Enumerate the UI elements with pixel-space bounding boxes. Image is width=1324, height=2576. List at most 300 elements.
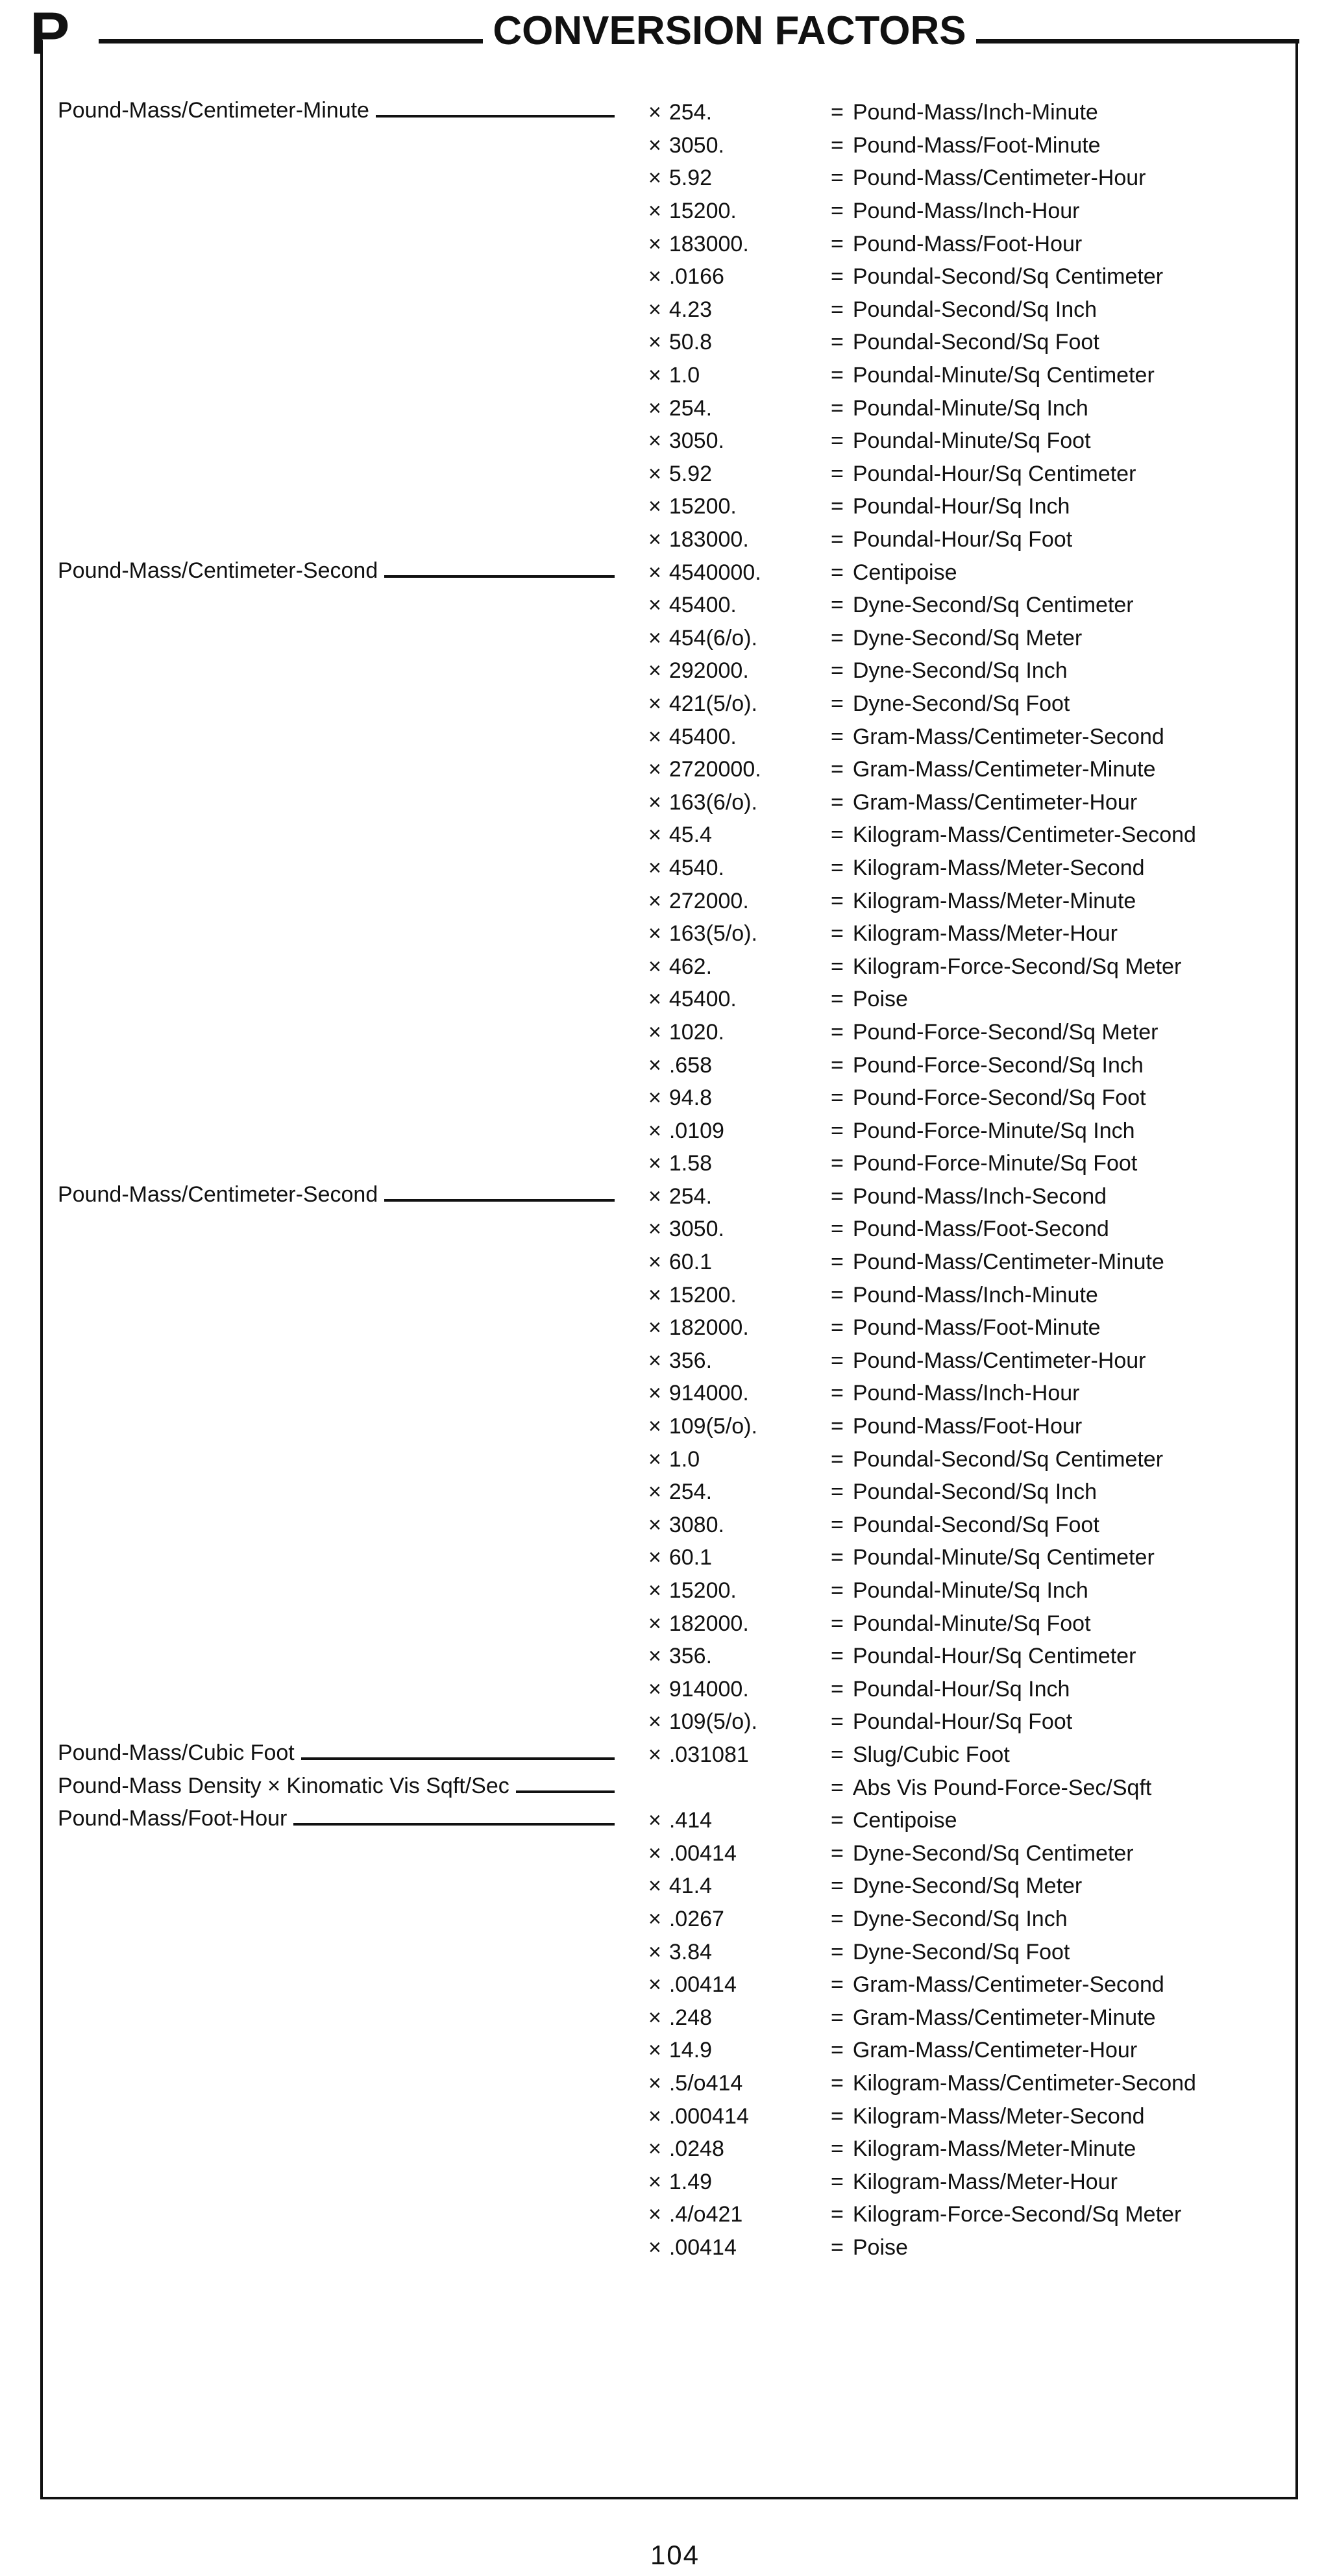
factor-cell [616,1087,831,1109]
table-row [58,983,1284,1016]
multiply-sign: × [648,1151,661,1176]
equals-sign: = [831,1151,844,1176]
equals-sign: = [831,1874,844,1899]
multiply-sign: × [648,100,661,125]
result-unit: Poundal-Minute/Sq Foot [852,1611,1091,1636]
table-row [58,260,1284,293]
factor-cell [616,2203,831,2225]
result-unit: Pound-Mass/Inch-Minute [852,100,1098,125]
multiply-sign: × [648,1578,661,1604]
source-unit-cell [58,1742,616,1768]
multiply-sign: × [648,231,661,256]
factor-value: 254. [668,1183,713,1209]
factor-cell [616,956,831,978]
equals-sign: = [831,757,844,782]
table-row [58,2034,1284,2067]
table-row [58,1311,1284,1344]
result-cell [831,824,1284,846]
factor-value: 1.0 [668,1446,700,1472]
table-row [58,1410,1284,1443]
equals-sign: = [831,527,844,552]
table-row [58,162,1284,195]
multiply-sign: × [648,724,661,749]
equals-sign: = [831,1019,844,1045]
multiply-sign: × [648,1512,661,1537]
table-row [58,96,1284,129]
multiply-sign: × [648,363,661,388]
table-row [58,1837,1284,1870]
factor-value: .4/o421 [668,2202,743,2227]
result-cell [831,266,1284,288]
multiply-sign: × [648,2202,661,2227]
table-row [58,852,1284,885]
multiply-sign: × [648,1183,661,1209]
factor-value: .00414 [668,1840,737,1866]
table-row [58,556,1284,589]
result-cell [831,1941,1284,1963]
equals-sign: = [831,1709,844,1735]
table-row [58,2165,1284,2198]
equals-sign: = [831,1775,844,1800]
factor-value: 45.4 [668,823,713,848]
factor-value: 94.8 [668,1085,713,1111]
result-unit: Poundal-Second/Sq Foot [852,1512,1099,1537]
equals-sign: = [831,264,844,290]
factor-cell [616,988,831,1010]
factor-cell [616,693,831,715]
result-unit: Pound-Mass/Centimeter-Minute [852,1250,1164,1275]
result-unit: Pound-Mass/Centimeter-Hour [852,1348,1146,1373]
factor-value: 914000. [668,1381,749,1406]
result-cell [831,1481,1284,1503]
result-cell [831,1415,1284,1437]
source-unit-cell [58,1183,616,1209]
equals-sign: = [831,855,844,880]
result-unit: Pound-Force-Minute/Sq Foot [852,1151,1138,1176]
factor-value: .000414 [668,2103,749,2129]
multiply-sign: × [648,1906,661,1931]
multiply-sign: × [648,954,661,979]
equals-sign: = [831,461,844,486]
equals-sign: = [831,1972,844,1998]
equals-sign: = [831,1446,844,1472]
factor-value: 254. [668,395,713,421]
factor-cell [616,2138,831,2160]
table-row [58,687,1284,721]
table-row [58,523,1284,556]
multiply-sign: × [648,1052,661,1078]
equals-sign: = [831,428,844,454]
equals-sign: = [831,658,844,684]
page-title: CONVERSION FACTORS [493,8,966,53]
equals-sign: = [831,724,844,749]
factor-value: 5.92 [668,461,713,486]
multiply-sign: × [648,1709,661,1735]
factor-value: 3050. [668,1217,724,1242]
equals-sign: = [831,1578,844,1604]
factor-value: .0248 [668,2136,724,2162]
factor-cell [616,1251,831,1273]
equals-sign: = [831,1545,844,1570]
result-unit: Dyne-Second/Sq Inch [852,658,1068,684]
factor-value: 454(6/o). [668,625,757,650]
result-unit: Dyne-Second/Sq Centimeter [852,1840,1134,1866]
multiply-sign: × [648,1250,661,1275]
table-row [58,490,1284,523]
table-row [58,2133,1284,2166]
result-cell [831,1054,1284,1076]
result-unit: Poundal-Minute/Sq Inch [852,1578,1088,1604]
multiply-sign: × [648,1446,661,1472]
result-cell [831,562,1284,584]
result-unit: Kilogram-Mass/Centimeter-Second [852,823,1196,848]
table-row [58,1968,1284,2001]
table-row [58,917,1284,950]
equals-sign: = [831,1052,844,1078]
result-unit: Kilogram-Mass/Centimeter-Second [852,2070,1196,2096]
table-row [58,1016,1284,1049]
factor-cell [616,1546,831,1568]
result-cell [831,1579,1284,1602]
table-row [58,589,1284,622]
result-unit: Pound-Mass/Inch-Hour [852,1381,1080,1406]
result-unit: Poundal-Minute/Sq Centimeter [852,1545,1155,1570]
factor-cell [616,1875,831,1897]
result-unit: Poundal-Minute/Sq Inch [852,395,1088,421]
result-unit: Gram-Mass/Centimeter-Hour [852,789,1138,815]
multiply-sign: × [648,428,661,454]
multiply-sign: × [648,2136,661,2162]
factor-cell [616,430,831,452]
equals-sign: = [831,1840,844,1866]
equals-sign: = [831,2005,844,2030]
result-unit: Poundal-Hour/Sq Foot [852,527,1073,552]
result-unit: Poundal-Hour/Sq Inch [852,1676,1070,1702]
factor-cell [616,233,831,255]
multiply-sign: × [648,593,661,618]
multiply-sign: × [648,1414,661,1439]
result-cell [831,988,1284,1010]
conversion-table [58,96,1284,2264]
equals-sign: = [831,888,844,913]
factor-cell [616,495,831,517]
table-row [58,2099,1284,2133]
factor-value: 50.8 [668,330,713,355]
multiply-sign: × [648,1972,661,1998]
factor-cell [616,1744,831,1766]
result-cell [831,956,1284,978]
factor-cell [616,824,831,846]
result-cell [831,1777,1284,1799]
leader-line [384,1199,615,1202]
equals-sign: = [831,1676,844,1702]
result-cell [831,2138,1284,2160]
factor-cell [616,726,831,748]
result-unit: Poundal-Minute/Sq Foot [852,428,1091,454]
source-unit-label: Pound-Mass/Centimeter-Minute [58,98,369,123]
factor-value: 1.49 [668,2169,713,2194]
factor-cell [616,1809,831,1831]
table-row [58,1377,1284,1410]
multiply-sign: × [648,2169,661,2194]
result-cell [831,1218,1284,1240]
result-unit: Poundal-Minute/Sq Centimeter [852,363,1155,388]
source-unit-label: Pound-Mass/Foot-Hour [58,1806,288,1831]
result-cell [831,463,1284,485]
factor-value: .031081 [668,1742,749,1767]
factor-cell [616,1579,831,1602]
result-unit: Kilogram-Force-Second/Sq Meter [852,2202,1182,2227]
multiply-sign: × [648,395,661,421]
equals-sign: = [831,921,844,947]
factor-value: .5/o414 [668,2070,743,2096]
result-unit: Poundal-Second/Sq Centimeter [852,1446,1164,1472]
table-row [58,1147,1284,1180]
result-unit: Centipoise [852,1808,957,1833]
equals-sign: = [831,1217,844,1242]
table-row [58,391,1284,425]
factor-cell [616,2007,831,2029]
factor-value: .0267 [668,1906,724,1931]
multiply-sign: × [648,1676,661,1702]
factor-value: 914000. [668,1676,749,1702]
result-cell [831,1809,1284,1831]
multiply-sign: × [648,461,661,486]
table-row [58,1509,1284,1542]
result-cell [831,1711,1284,1733]
result-unit: Kilogram-Mass/Meter-Minute [852,888,1136,913]
source-unit-cell [58,1807,616,1833]
factor-cell [616,1317,831,1339]
result-cell [831,1284,1284,1306]
result-cell [831,397,1284,419]
factor-cell [616,890,831,912]
factor-value: 254. [668,1480,713,1505]
factor-value: 3080. [668,1512,724,1537]
source-unit-cell [58,99,616,125]
equals-sign: = [831,1906,844,1931]
result-cell [831,2105,1284,2127]
factor-value: 45400. [668,987,737,1012]
equals-sign: = [831,1348,844,1373]
result-cell [831,1678,1284,1700]
source-unit-label: Pound-Mass/Centimeter-Second [58,1182,378,1207]
source-unit-label: Pound-Mass/Centimeter-Second [58,558,378,583]
equals-sign: = [831,2038,844,2063]
equals-sign: = [831,2136,844,2162]
table-row [58,1048,1284,1082]
factor-cell [616,923,831,945]
result-unit: Dyne-Second/Sq Centimeter [852,593,1134,618]
equals-sign: = [831,1611,844,1636]
factor-cell [616,266,831,288]
multiply-sign: × [648,2038,661,2063]
table-row [58,1443,1284,1476]
table-row [58,1903,1284,1936]
factor-cell [616,1218,831,1240]
table-row [58,425,1284,458]
result-cell [831,2072,1284,2094]
factor-cell [616,2171,831,2193]
result-cell [831,1448,1284,1470]
factor-cell [616,1152,831,1174]
equals-sign: = [831,132,844,158]
factor-value: .658 [668,1052,713,1078]
result-cell [831,1613,1284,1635]
equals-sign: = [831,297,844,322]
result-unit: Dyne-Second/Sq Meter [852,1874,1083,1899]
table-row [58,1082,1284,1115]
factor-value: 109(5/o). [668,1709,757,1735]
multiply-sign: × [648,494,661,519]
equals-sign: = [831,823,844,848]
factor-value: 5.92 [668,166,713,191]
result-unit: Poise [852,987,908,1012]
equals-sign: = [831,1085,844,1111]
table-row [58,950,1284,983]
factor-value: .248 [668,2005,713,2030]
factor-cell [616,167,831,189]
result-cell [831,1645,1284,1667]
result-cell [831,528,1284,551]
equals-sign: = [831,395,844,421]
multiply-sign: × [648,1742,661,1767]
table-row [58,1574,1284,1607]
result-unit: Gram-Mass/Centimeter-Minute [852,2005,1156,2030]
leader-line [376,115,615,118]
result-cell [831,1120,1284,1142]
result-cell [831,857,1284,879]
factor-value: 109(5/o). [668,1414,757,1439]
leader-line [301,1757,615,1760]
result-unit: Pound-Mass/Foot-Hour [852,231,1083,256]
factor-value: 1020. [668,1019,724,1045]
table-row [58,129,1284,162]
factor-cell [616,1941,831,1963]
factor-value: 1.58 [668,1151,713,1176]
factor-cell [616,2105,831,2127]
table-row [58,359,1284,392]
table-row [58,1213,1284,1246]
table-row [58,1246,1284,1279]
equals-sign: = [831,1315,844,1341]
factor-value: 2720000. [668,757,761,782]
factor-cell [616,1711,831,1733]
factor-cell [616,1120,831,1142]
result-unit: Dyne-Second/Sq Inch [852,1906,1068,1931]
multiply-sign: × [648,1808,661,1833]
equals-sign: = [831,1939,844,1964]
result-cell [831,1021,1284,1043]
multiply-sign: × [648,1840,661,1866]
equals-sign: = [831,494,844,519]
table-row [58,2001,1284,2034]
result-cell [831,2039,1284,2061]
table-row [58,1344,1284,1378]
equals-sign: = [831,987,844,1012]
result-cell [831,200,1284,222]
factor-value: 4.23 [668,297,713,322]
table-row [58,1607,1284,1640]
result-unit: Poundal-Second/Sq Centimeter [852,264,1164,290]
factor-value: 15200. [668,199,737,224]
result-unit: Pound-Mass/Foot-Second [852,1217,1109,1242]
table-row [58,1705,1284,1739]
multiply-sign: × [648,1217,661,1242]
table-row [58,1114,1284,1147]
table-row [58,1739,1284,1772]
multiply-sign: × [648,1381,661,1406]
result-cell [831,2203,1284,2225]
multiply-sign: × [648,1874,661,1899]
table-row [58,2231,1284,2264]
result-unit: Pound-Mass/Foot-Hour [852,1414,1083,1439]
factor-value: 60.1 [668,1545,713,1570]
factor-cell [616,1415,831,1437]
result-cell [831,430,1284,452]
factor-cell [616,1908,831,1930]
multiply-sign: × [648,921,661,947]
factor-cell [616,857,831,879]
table-row [58,1476,1284,1509]
factor-cell [616,134,831,156]
equals-sign: = [831,231,844,256]
result-unit: Poundal-Hour/Sq Inch [852,494,1070,519]
multiply-sign: × [648,2070,661,2096]
multiply-sign: × [648,1348,661,1373]
table-row [58,458,1284,491]
result-unit: Poundal-Hour/Sq Centimeter [852,461,1136,486]
multiply-sign: × [648,166,661,191]
result-cell [831,2236,1284,2259]
result-unit: Pound-Force-Second/Sq Meter [852,1019,1158,1045]
factor-value: 462. [668,954,713,979]
factor-cell [616,101,831,123]
factor-cell [616,758,831,780]
result-unit: Pound-Force-Second/Sq Foot [852,1085,1146,1111]
table-row [58,1935,1284,1968]
result-cell [831,660,1284,682]
result-cell [831,1974,1284,1996]
result-unit: Poundal-Second/Sq Inch [852,297,1097,322]
equals-sign: = [831,625,844,650]
factor-value: 45400. [668,593,737,618]
result-unit: Pound-Mass/Centimeter-Hour [852,166,1146,191]
source-unit-cell [58,560,616,586]
result-cell [831,923,1284,945]
factor-cell [616,2072,831,2094]
result-cell [831,1087,1284,1109]
factor-value: 60.1 [668,1250,713,1275]
multiply-sign: × [648,297,661,322]
result-cell [831,1317,1284,1339]
factor-cell [616,2236,831,2259]
equals-sign: = [831,1381,844,1406]
equals-sign: = [831,1414,844,1439]
multiply-sign: × [648,823,661,848]
factor-value: 15200. [668,494,737,519]
table-row [58,1870,1284,1903]
multiply-sign: × [648,625,661,650]
equals-sign: = [831,100,844,125]
result-cell [831,726,1284,748]
multiply-sign: × [648,1545,661,1570]
leader-line [384,575,615,578]
result-unit: Poundal-Hour/Sq Foot [852,1709,1073,1735]
page-number: 104 [650,2540,700,2570]
table-row [58,227,1284,260]
result-unit: Centipoise [852,560,957,585]
